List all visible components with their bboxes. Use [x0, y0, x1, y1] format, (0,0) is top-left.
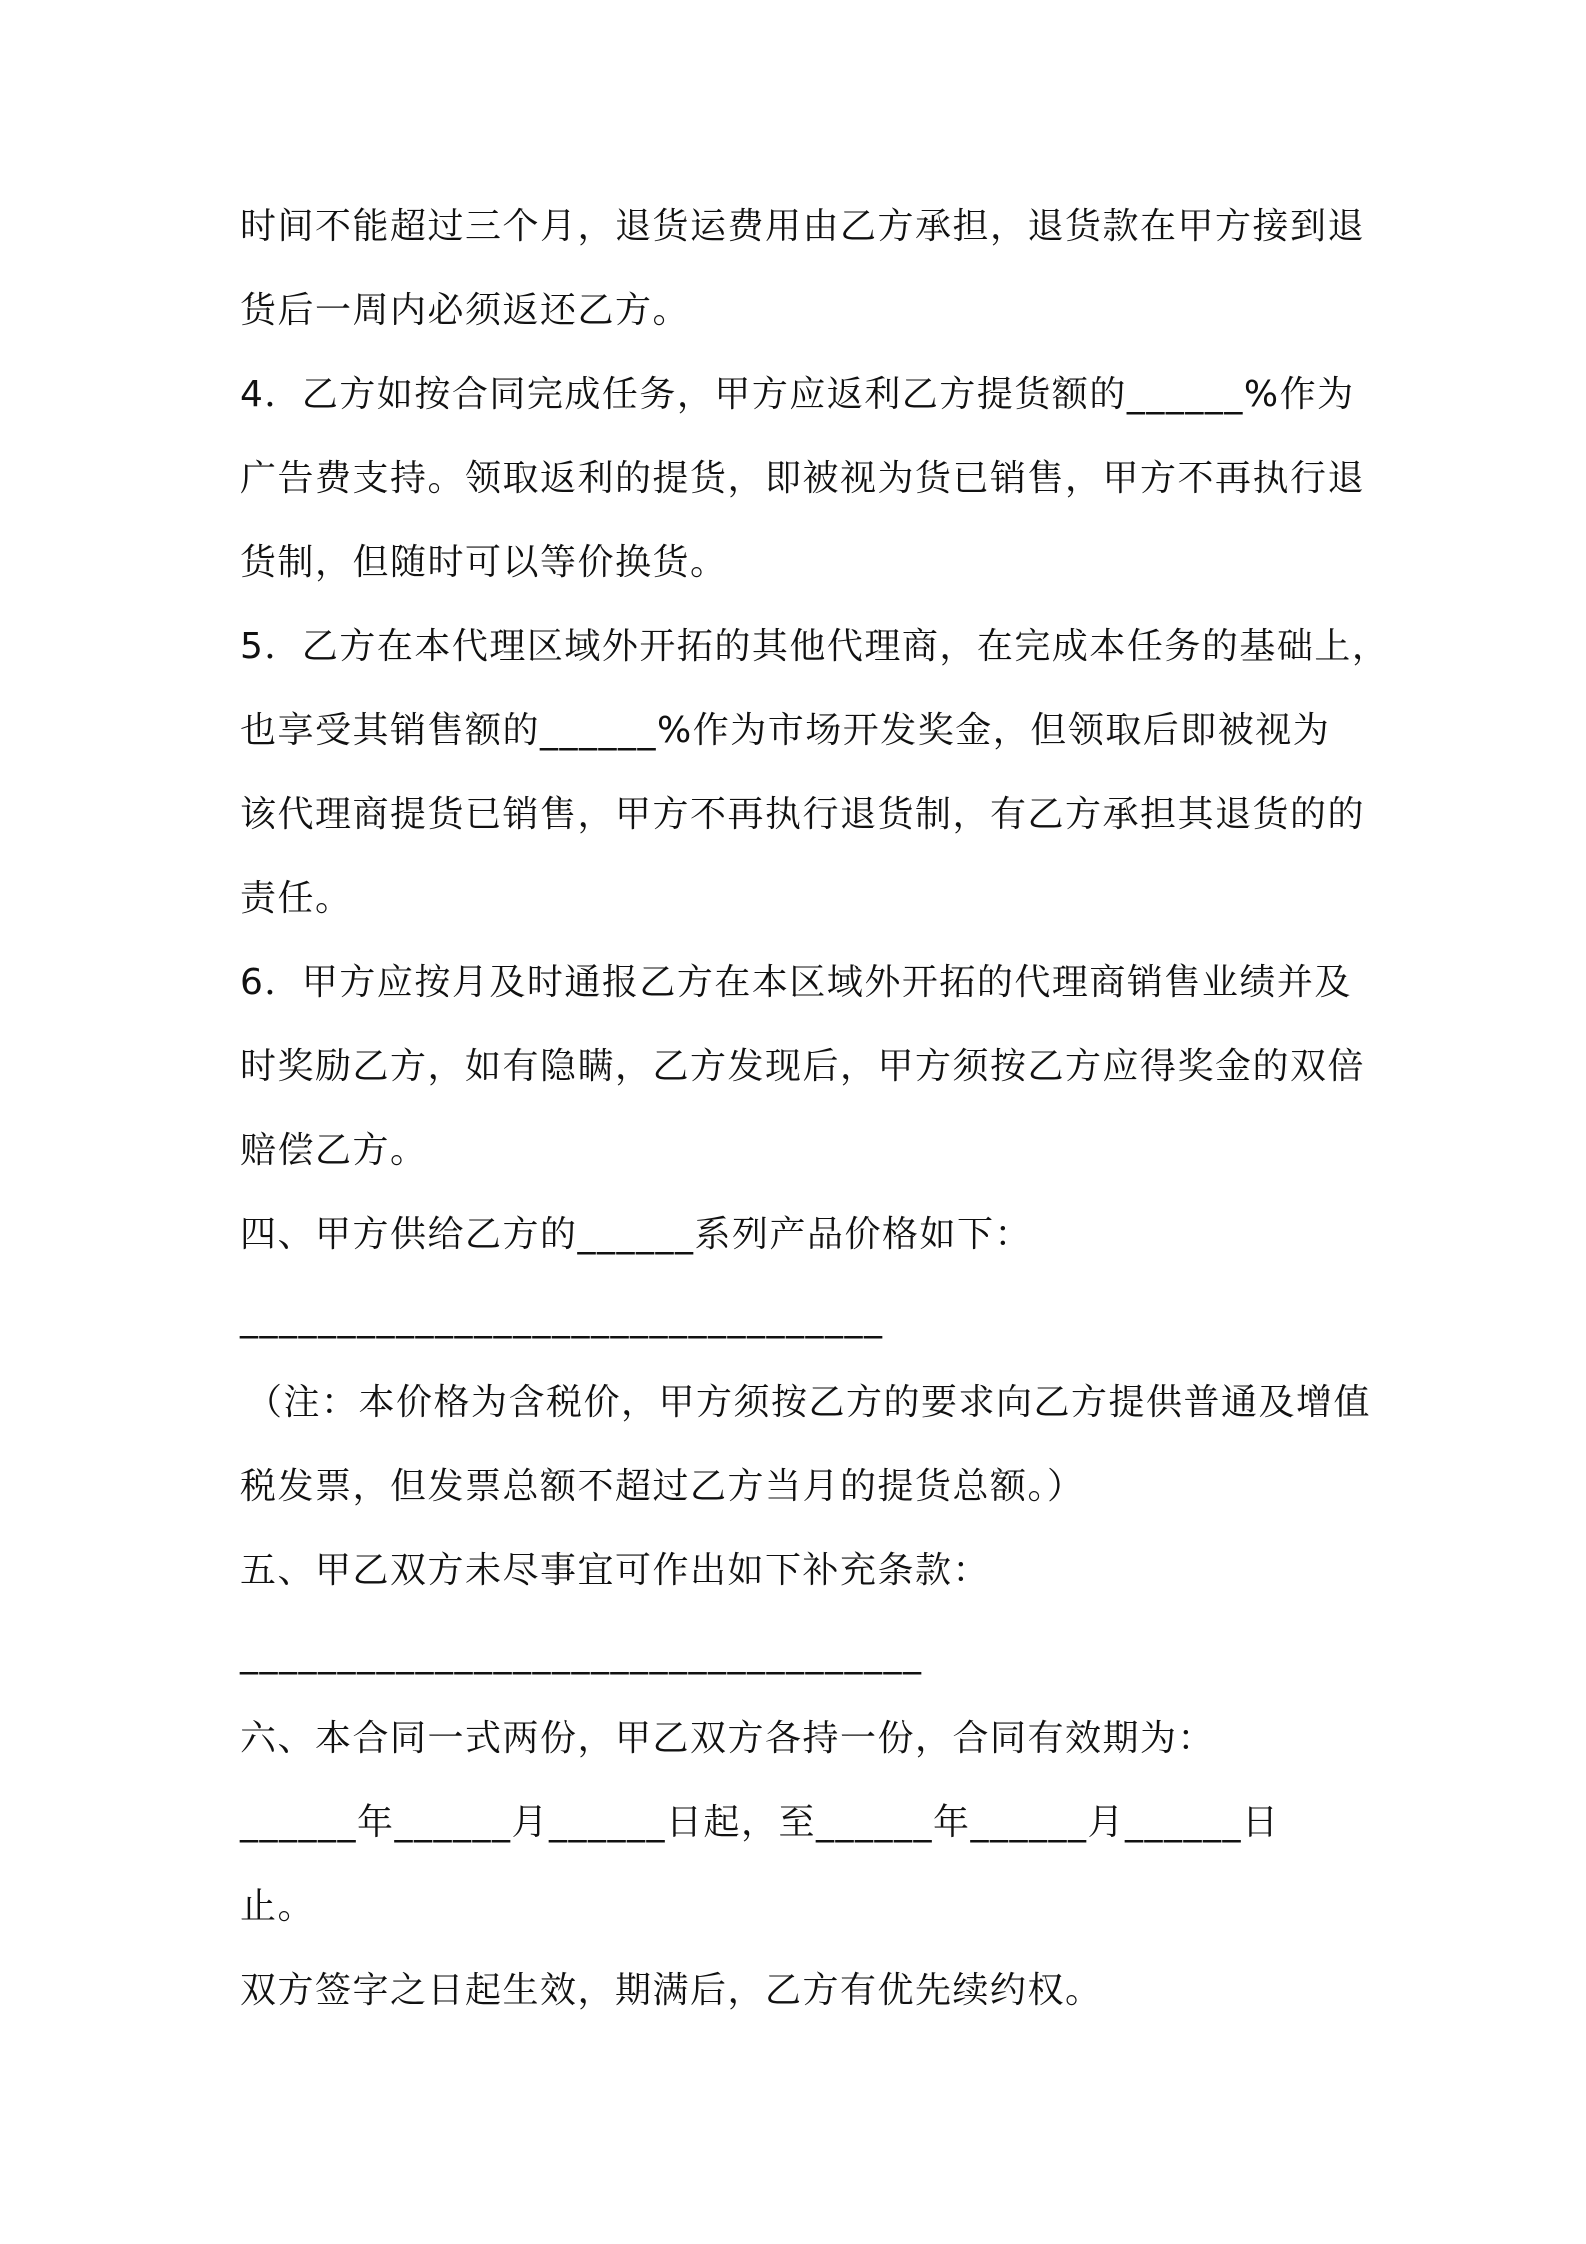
text-line: 货后一周内必须返还乙方。 — [240, 290, 691, 331]
clause-5-line: 5．乙方在本代理区域外开拓的其他代理商，在完成本任务的基础上， — [240, 626, 1390, 667]
section-4-heading: 四、甲方供给乙方的______系列产品价格如下： — [240, 1214, 1033, 1255]
supplement-blank-line: ___________________________________ — [240, 1634, 923, 1675]
section-6-heading: 六、本合同一式两份，甲乙双方各持一份，合同有效期为： — [240, 1718, 1216, 1759]
price-blank-line: _________________________________ — [240, 1298, 884, 1339]
text-line: 税发票，但发票总额不超过乙方当月的提货总额。） — [240, 1466, 1085, 1507]
text-line: 也享受其销售额的______%作为市场开发奖金，但领取后即被视为 — [240, 710, 1331, 751]
clause-4-line: 4．乙方如按合同完成任务，甲方应返利乙方提货额的______%作为 — [240, 374, 1355, 415]
text-line: 时间不能超过三个月，退货运费用由乙方承担，退货款在甲方接到退 — [240, 206, 1366, 247]
note-line: （注：本价格为含税价，甲方须按乙方的要求向乙方提供普通及增值 — [246, 1382, 1372, 1423]
section-5-heading: 五、甲乙双方未尽事宜可作出如下补充条款： — [240, 1550, 991, 1591]
text-line: 该代理商提货已销售，甲方不再执行退货制，有乙方承担其退货的的 — [240, 794, 1366, 835]
text-line: 货制，但随时可以等价换货。 — [240, 542, 728, 583]
text-line: 止。 — [240, 1886, 316, 1927]
effective-clause-line: 双方签字之日起生效，期满后，乙方有优先续约权。 — [240, 1970, 1103, 2011]
text-line: 广告费支持。领取返利的提货，即被视为货已销售，甲方不再执行退 — [240, 458, 1366, 499]
clause-6-line: 6．甲方应按月及时通报乙方在本区域外开拓的代理商销售业绩并及 — [240, 962, 1352, 1003]
text-line: 时奖励乙方，如有隐瞒，乙方发现后，甲方须按乙方应得奖金的双倍 — [240, 1046, 1366, 1087]
text-line: 赔偿乙方。 — [240, 1130, 428, 1171]
validity-date-line: ______年______月______日起，至______年______月______日 — [240, 1802, 1280, 1843]
text-line: 责任。 — [240, 878, 353, 919]
